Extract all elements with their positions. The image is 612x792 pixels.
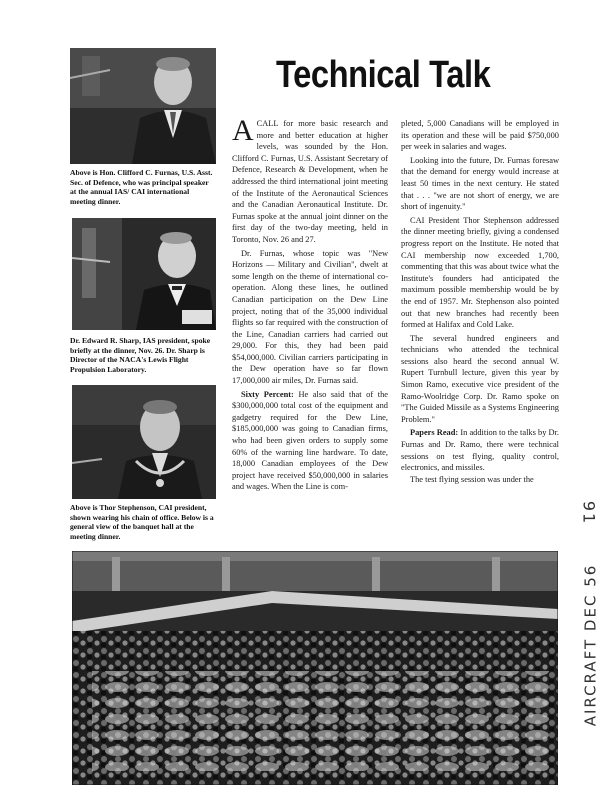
- article-paragraph-6: CAI President Thor Stephenson addressed the dinner meeting briefly, giving a condensed progress report on the Institute. He noted that CAI membership now exceeded 1,700, commenting that this was about twice what the Institute's founders had anticipated the maximum possible membership would be by the end of 1957. Mr. Stephenson also pointed out that new branches had recently been formed at Halifax and Cold Lake.: [401, 215, 559, 330]
- caption-furnas: Above is Hon. Clifford C. Furnas, U.S. Asst. Sec. of Defence, who was principal speaker at the annual IAS/ CAI international meeting dinner.: [70, 168, 213, 206]
- handwritten-source-note: [574, 520, 608, 770]
- photo-sharp: [72, 218, 216, 330]
- photo-furnas: [70, 48, 216, 164]
- article-paragraph-3-text: He also said that of the $300,000,000 total cost of the equipment and gadgetry required for the Dew Line, $185,000,000 was going to Canadian firms, who had been given orders to supply some 60% of the warning line hardware. To date, 18,000 Canadian employees of the Dew project have received $50,000,000 in salaries and wages. When the Line is com-: [232, 389, 388, 492]
- article-paragraph-2: Dr. Furnas, whose topic was "New Horizons — Military and Civilian", dwelt at some length on the theme of international co-operation. Along these lines, he outlined Canadian participation on the Dew Line project, noting that of the 35,000 individual flights so far required with the construction of the Line, Canadian carriers had carried out 29,000. For this, they had been paid $54,000,000. Civilian carriers participating in the Dew operation have so far flown 17,000,000 air miles, Dr. Furnas said.: [232, 248, 388, 386]
- caption-sharp: Dr. Edward R. Sharp, IAS president, spoke briefly at the dinner, Nov. 26. Dr. Sharp is Director of the NACA's Lewis Flight Propulsion Laboratory.: [70, 336, 211, 374]
- photo-stephenson: [72, 385, 216, 499]
- article-paragraph-9: The test flying session was under the: [410, 474, 534, 484]
- page-number-text: 91: [579, 500, 599, 526]
- article-paragraph-8: [401, 427, 559, 473]
- drop-cap: A: [232, 114, 254, 147]
- article-paragraph-4: pleted, 5,000 Canadians will be employed in its operation and these will be paid $750,000 per week in salaries and wages.: [401, 119, 559, 152]
- article-column-2: [401, 118, 559, 485]
- article-paragraph-7: The several hundred engineers and technicians who attended the technical sessions also heard the second annual W. Rupert Turnbull lecture, given this year by Simon Ramo, executive vice president of the Ramo-Woolridge Corp. Dr. Ramo spoke on "The Guided Missile as a Systems Engineering Problem.": [401, 333, 559, 424]
- article-paragraph-1: [232, 114, 388, 246]
- article-paragraph-8-text: In addition to the talks by Dr. Furnas and Dr. Ramo, there were technical sessions on test flying, quality control, electronics, and missiles.: [401, 428, 559, 473]
- photo-banquet-hall: [72, 551, 558, 785]
- page-title: Technical Talk: [276, 54, 491, 96]
- runin-heading-sixty-percent: Sixty Percent:: [241, 389, 294, 399]
- source-note-text: AIRCRAFT DEC 56: [581, 563, 600, 727]
- runin-heading-papers-read: Papers Read:: [410, 428, 459, 438]
- caption-stephenson: Above is Thor Stephenson, CAI president, shown wearing his chain of office. Below is a general view of the banquet hall at the meeting dinner.: [70, 503, 214, 541]
- article-paragraph-1-text: CALL for more basic research and more and better education at higher levels, was sounded by the Hon. Clifford C. Furnas, U.S. Assistant Secretary of Defence, Research & Development, when he addressed the third international joint meeting of the Institute of the Aeronautical Sciences and the Canadian Aeronautical Institute. Dr. Furnas spoke at the annual joint dinner on the first day of the two-day meeting, held in Toronto, Nov. 26 and 27.: [232, 119, 388, 244]
- article-paragraph-3: [232, 389, 388, 493]
- article-paragraph-5: Looking into the future, Dr. Furnas foresaw that the demand for energy would increase at least 50 times in the next century. He stated that . . . "we are not short of energy, we are short of ingenuity.": [401, 155, 559, 212]
- article-column-1: [232, 114, 388, 493]
